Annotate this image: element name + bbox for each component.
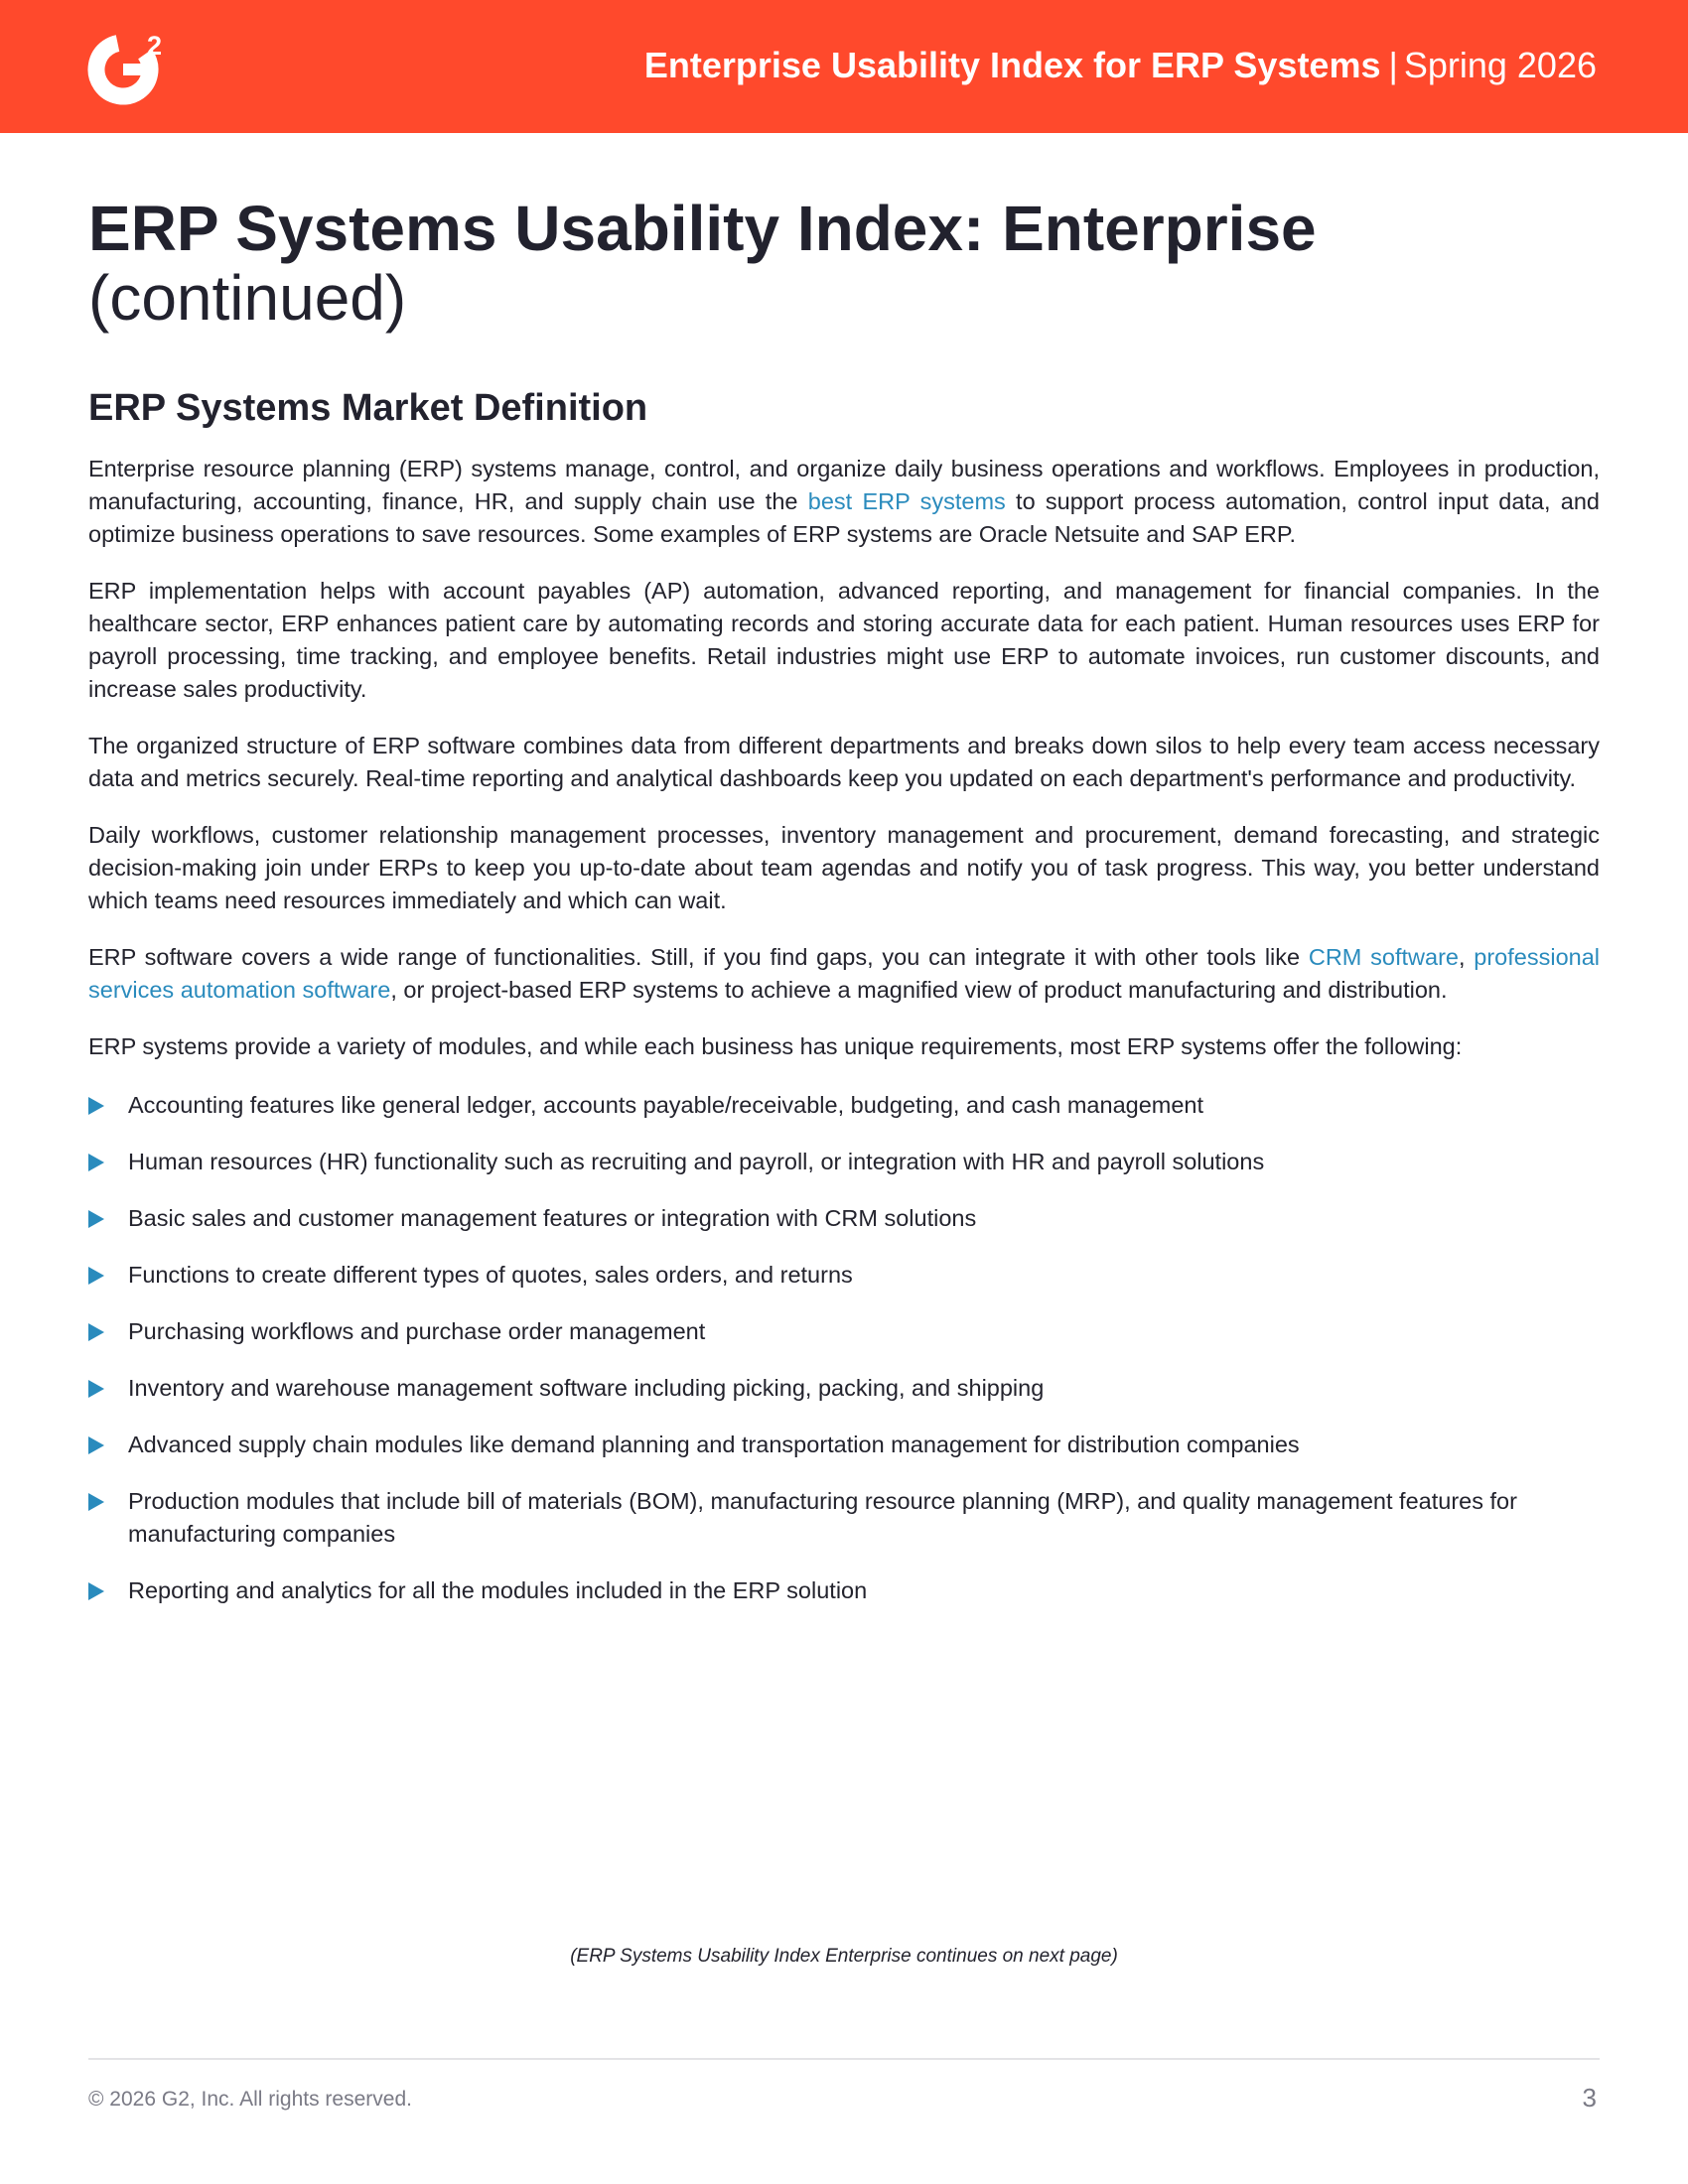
report-name: Enterprise Usability Index for ERP Systems bbox=[643, 45, 1381, 85]
list-item bbox=[88, 1146, 1600, 1178]
page-number: 3 bbox=[1582, 2083, 1597, 2113]
paragraph-4: Daily workflows, customer relationship management processes, inventory management and procurement, demand forecasting, and strategic decision-making join under ERPs to keep you up-to-date about team agendas and notify you of task progress. This way, you better understand which teams need resources immediately and which can wait. bbox=[88, 822, 1600, 913]
triangle-bullet-icon bbox=[88, 1436, 104, 1454]
crm-software-link[interactable]: CRM software bbox=[1308, 944, 1459, 970]
page-title-continued: (continued) bbox=[88, 262, 407, 334]
triangle-bullet-icon bbox=[88, 1267, 104, 1285]
svg-text:2: 2 bbox=[147, 31, 163, 61]
paragraph-text: , bbox=[1458, 944, 1475, 970]
list-item bbox=[88, 1574, 1600, 1607]
g2-logo bbox=[87, 28, 177, 107]
main-content bbox=[88, 383, 1600, 1631]
triangle-bullet-icon bbox=[88, 1380, 104, 1398]
list-item bbox=[88, 1429, 1600, 1461]
list-item-text: Basic sales and customer management features or integration with CRM solutions bbox=[128, 1205, 977, 1231]
triangle-bullet-icon bbox=[88, 1210, 104, 1228]
list-item bbox=[88, 1202, 1600, 1235]
list-item-text: Reporting and analytics for all the modules included in the ERP solution bbox=[128, 1577, 868, 1603]
list-item-text: Accounting features like general ledger, accounts payable/receivable, budgeting, and cash management bbox=[128, 1092, 1204, 1118]
continues-note: (ERP Systems Usability Index Enterprise continues on next page) bbox=[570, 1946, 1118, 1967]
paragraph-1 bbox=[88, 453, 1600, 551]
title-separator: | bbox=[1388, 45, 1398, 85]
paragraph-text: Enterprise resource planning (ERP) systems manage, control, and organize daily business operations and workflows. Employees in production, manufacturing, accounting, finance, HR, and supply chain use the bbox=[88, 456, 1600, 514]
triangle-bullet-icon bbox=[88, 1493, 104, 1511]
list-item-text: Human resources (HR) functionality such as recruiting and payroll, or integration with HR and payroll solutions bbox=[128, 1149, 1265, 1174]
list-item-text: Purchasing workflows and purchase order management bbox=[128, 1318, 706, 1344]
list-item bbox=[88, 1485, 1600, 1551]
report-header bbox=[0, 0, 1688, 133]
paragraph-3: The organized structure of ERP software combines data from different departments and breaks down silos to help every team access necessary data and metrics securely. Real-time reporting and analytical dashboards keep you updated on each department's performance and productivity. bbox=[88, 733, 1600, 791]
page-title-main: ERP Systems Usability Index: Enterprise bbox=[88, 193, 1317, 264]
section-heading: ERP Systems Market Definition bbox=[88, 387, 648, 429]
triangle-bullet-icon bbox=[88, 1097, 104, 1115]
paragraph-text: ERP software covers a wide range of functionalities. Still, if you find gaps, you can integrate it with other tools like bbox=[88, 944, 1309, 970]
list-item bbox=[88, 1372, 1600, 1405]
list-item-text: Production modules that include bill of materials (BOM), manufacturing resource planning (MRP), and quality management features for manufacturing companies bbox=[128, 1488, 1517, 1547]
list-item-text: Advanced supply chain modules like demand planning and transportation management for distribution companies bbox=[128, 1432, 1300, 1457]
paragraph-text: to support process automation, control input data, and optimize business operations to save resources. Some examples of ERP systems are Oracle Netsuite and SAP ERP. bbox=[88, 488, 1600, 547]
list-item-text: Inventory and warehouse management software including picking, packing, and shipping bbox=[128, 1375, 1045, 1401]
paragraph-5 bbox=[88, 941, 1600, 1007]
list-item bbox=[88, 1089, 1600, 1122]
page-title bbox=[88, 194, 1598, 333]
report-title bbox=[644, 44, 1597, 87]
list-item-text: Functions to create different types of quotes, sales orders, and returns bbox=[128, 1262, 853, 1288]
psa-software-link[interactable]: professional services automation software bbox=[88, 944, 1600, 1003]
module-list bbox=[88, 1089, 1600, 1607]
triangle-bullet-icon bbox=[88, 1323, 104, 1341]
best-erp-systems-link[interactable]: best ERP systems bbox=[807, 488, 1006, 514]
paragraph-6: ERP systems provide a variety of modules, and while each business has unique requirements, most ERP systems offer the following: bbox=[88, 1033, 1463, 1059]
list-item bbox=[88, 1259, 1600, 1292]
triangle-bullet-icon bbox=[88, 1154, 104, 1171]
copyright-notice: © 2026 G2, Inc. All rights reserved. bbox=[88, 2088, 412, 2111]
paragraph-text: , or project-based ERP systems to achieve a magnified view of product manufacturing and distribution. bbox=[390, 977, 1448, 1003]
paragraph-2: ERP implementation helps with account payables (AP) automation, advanced reporting, and management for financial companies. In the healthcare sector, ERP enhances patient care by automating records and storing accurate data for each patient. Human resources uses ERP for payroll processing, time tracking, and employee benefits. Retail industries might use ERP to automate invoices, run customer discounts, and increase sales productivity. bbox=[88, 578, 1600, 702]
triangle-bullet-icon bbox=[88, 1582, 104, 1600]
footer-divider bbox=[88, 2058, 1600, 2060]
list-item bbox=[88, 1315, 1600, 1348]
report-season: Spring 2026 bbox=[1403, 45, 1597, 85]
